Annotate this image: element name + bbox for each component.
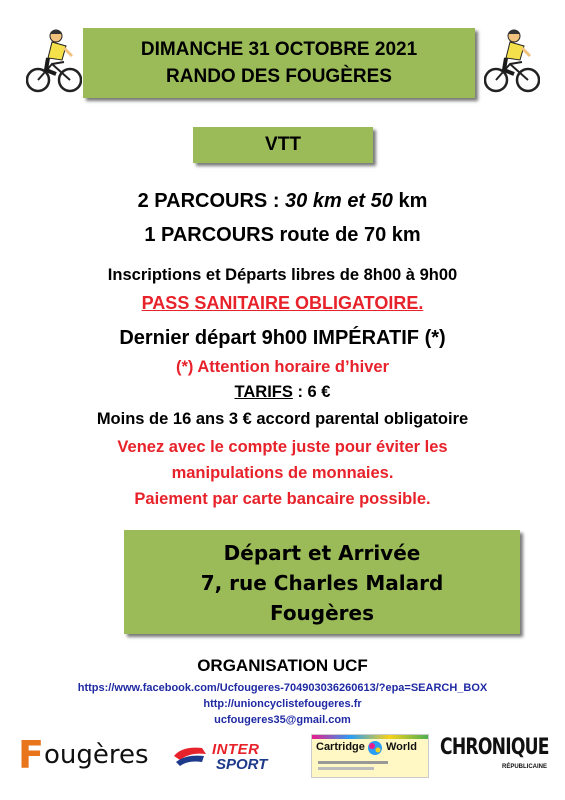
moins-16-text: Moins de 16 ans 3 € accord parental obligatoire [96,410,469,428]
world-text: World [386,741,417,753]
cartridge-color-bar [312,735,428,739]
chronique-logo [440,735,548,779]
cartridge-fine-print-2 [318,767,374,770]
vtt-box [193,127,373,163]
event-date: DIMANCHE 31 OCTOBRE 2021 [140,39,418,60]
facebook-link[interactable]: https://www.facebook.com/Ucfougeres-704903036260613/?epa=SEARCH_BOX [77,682,488,694]
depart-line-1: Départ et Arrivée [223,541,421,565]
cartridge-text: Cartridge [316,741,365,753]
parcours-vtt-line [0,190,565,213]
chronique-text: CHRONIQUE [440,735,549,760]
email-link[interactable]: ucfougeres35@gmail.com [214,714,351,726]
intersport-bottom: SPORT [216,756,268,773]
vtt-label: VTT [265,134,301,155]
venez-line-3: Paiement par carte bancaire possible. [134,490,431,508]
title-box [83,28,475,98]
tarifs-value: : 6 € [292,383,331,401]
website-link[interactable]: http://unioncyclistefougeres.fr [203,698,362,710]
parcours-vtt-and: et [347,190,366,212]
fougeres-logo-text: ougères [43,740,149,770]
fougeres-logo [18,733,149,777]
dernier-depart-text: Dernier départ 9h00 IMPÉRATIF (*) [119,327,446,349]
parcours-vtt-km2: 50 [370,190,393,212]
cartridge-globe-icon [364,740,386,756]
cartridge-fine-print [318,761,388,764]
intersport-icon [172,744,208,768]
chronique-subtitle: RÉPUBLICAINE [502,764,548,770]
parcours-vtt-km1: 30 km [285,190,342,212]
pass-sanitaire-text: PASS SANITAIRE OBLIGATOIRE. [141,293,424,313]
tarifs-line [0,383,565,402]
intersport-top: INTER [212,741,260,758]
attention-text: (*) Attention horaire d’hiver [176,358,389,376]
organisation-title: ORGANISATION UCF [197,656,368,675]
intersport-logo [172,740,290,772]
parcours-vtt-prefix: 2 PARCOURS : [137,190,286,212]
fougeres-logo-initial: F [18,733,44,777]
cyclist-illustration-right [484,24,540,94]
cartridge-world-logo [311,734,429,778]
depart-line-3: Fougères [269,601,375,625]
venez-line-1: Venez avec le compte juste pour éviter les [117,438,448,456]
parcours-vtt-unit: km [392,190,428,212]
depart-line-2: 7, rue Charles Malard [200,571,444,595]
cyclist-illustration-left [26,24,82,94]
venez-line-2: manipulations de monnaies. [171,464,394,482]
inscriptions-text: Inscriptions et Départs libres de 8h00 à 9h00 [107,266,458,284]
parcours-route-line: 1 PARCOURS route de 70 km [144,224,421,246]
tarifs-label: TARIFS [234,383,293,401]
depart-box [124,530,520,634]
event-name: RANDO DES FOUGÈRES [166,66,392,87]
